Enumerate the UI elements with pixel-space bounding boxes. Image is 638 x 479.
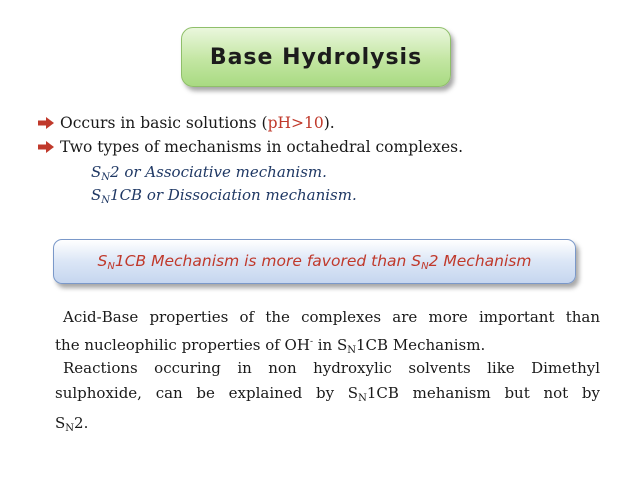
bullet-text: Occurs in basic solutions (pH>10). [60, 114, 335, 132]
paragraph-reactions [55, 356, 600, 441]
paragraph-line: Acid-Base properties of the complexes are more important than [63, 308, 600, 326]
bullet-basic-solutions [38, 114, 335, 132]
mechanism-sn2: $S_N2$ or Associative mechanism. [91, 163, 327, 183]
slide-title: Base Hydrolysis [209, 44, 423, 70]
mechanism-sn1cb: $S_N1CB$ or Dissociation mechanism. [91, 186, 357, 206]
paragraph-line: the nucleophilic properties of OH- in $S_N1CB$ Mechanism. [55, 336, 486, 356]
paragraph-line: Reactions occuring in non hydroxylic solvents like Dimethyl [63, 359, 600, 377]
arrow-bullet-icon [38, 141, 54, 153]
title-box [181, 27, 451, 87]
paragraph-line: sulphoxide, can be explained by $S_N1CB$ mehanism but not by [55, 384, 600, 404]
paragraph-line: $S_N2$. [55, 414, 89, 434]
bullet-mechanism-types [38, 138, 463, 156]
arrow-bullet-icon [38, 117, 54, 129]
emphasis-box [53, 239, 576, 284]
emphasis-text: SN1CB Mechanism is more favored than SN2 Mechanism [97, 251, 532, 272]
bullet-text: Two types of mechanisms in octahedral complexes. [60, 138, 464, 156]
paragraph-acid-base [55, 305, 600, 363]
ph-value: pH>10 [267, 114, 324, 132]
